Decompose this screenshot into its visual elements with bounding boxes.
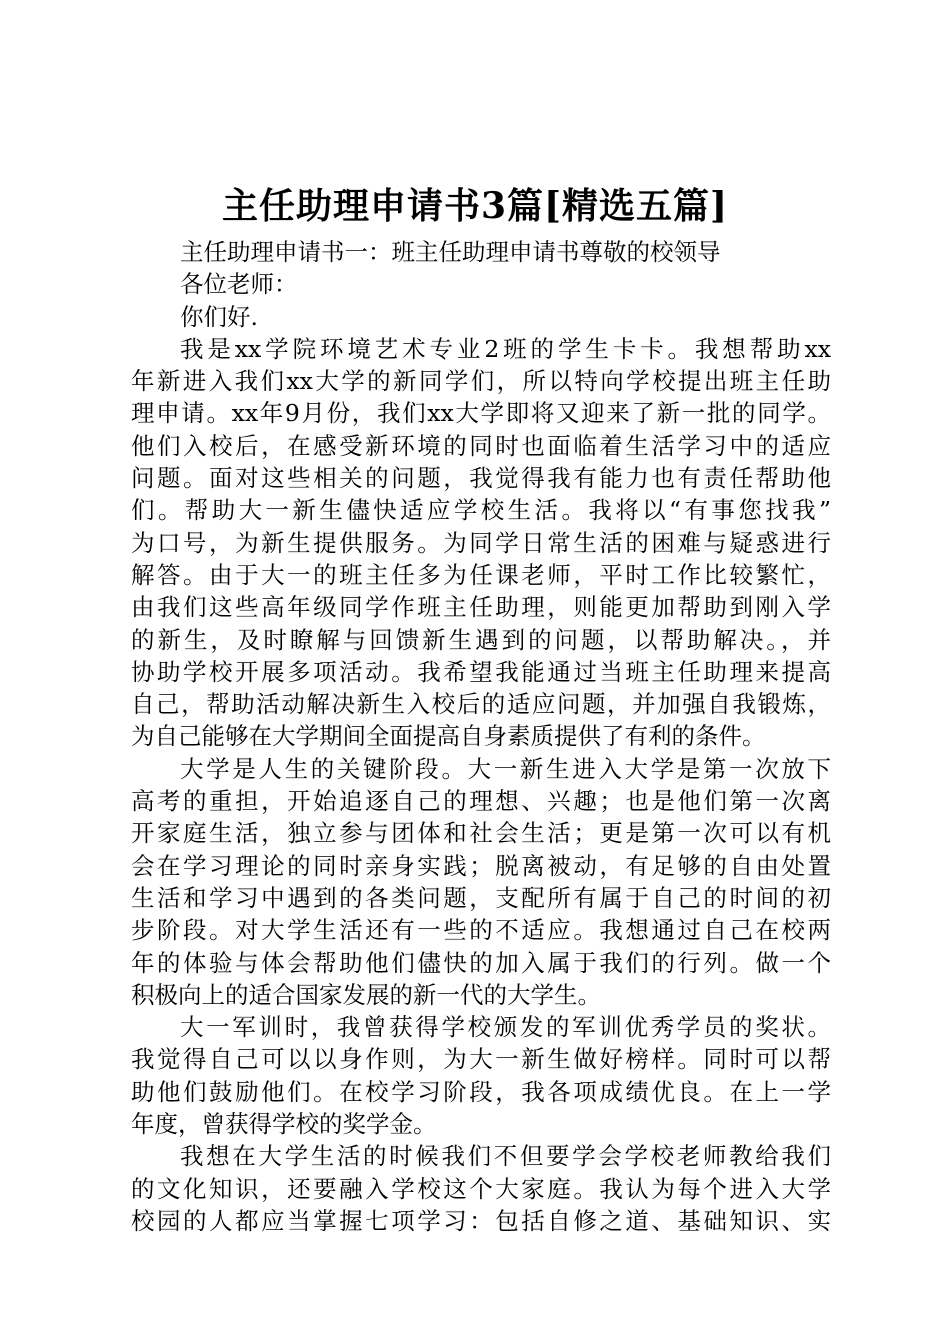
body-line: 开家庭生活，独立参与团体和社会生活；更是第一次可以有机 [131, 819, 831, 848]
document-title: 主任助理申请书3篇[精选五篇] [221, 185, 729, 227]
body-line: 会在学习理论的同时亲身实践；脱离被动，有足够的自由处置 [131, 851, 831, 880]
body-line: 年新进入我们xx大学的新同学们，所以特向学校提出班主任助 [131, 367, 831, 396]
document-body [131, 236, 831, 1237]
body-line: 高考的重担，开始追逐自己的理想、兴趣；也是他们第一次离 [131, 787, 831, 816]
body-line: 的新生，及时瞭解与回馈新生遇到的问题，以帮助解决。，并 [131, 625, 831, 654]
body-line: 校园的人都应当掌握七项学习：包括自修之道、基础知识、实 [131, 1206, 831, 1235]
body-line: 为自己能够在大学期间全面提高自身素质提供了有利的条件。 [131, 722, 766, 751]
body-line: 们。帮助大一新生儘快适应学校生活。我将以“有事您找我” [131, 496, 831, 525]
body-line: 步阶段。对大学生活还有一些的不适应。我想通过自己在校两 [131, 916, 831, 945]
body-line: 问题。面对这些相关的问题，我觉得我有能力也有责任帮助他 [131, 464, 831, 493]
body-line: 由我们这些高年级同学作班主任助理，则能更加帮助到刚入学 [131, 593, 831, 622]
body-line: 你们好. [180, 302, 258, 331]
body-line: 为口号，为新生提供服务。为同学日常生活的困难与疑惑进行 [131, 528, 831, 557]
body-line: 生活和学习中遇到的各类问题，支配所有属于自己的时间的初 [131, 883, 831, 912]
body-line: 大学是人生的关键阶段。大一新生进入大学是第一次放下 [180, 754, 831, 783]
body-line: 积极向上的适合国家发展的新一代的大学生。 [131, 980, 601, 1009]
body-line: 年度，曾获得学校的奖学金。 [131, 1110, 437, 1139]
body-line: 协助学校开展多项活动。我希望我能通过当班主任助理来提高 [131, 657, 831, 686]
body-line: 的文化知识，还要融入学校这个大家庭。我认为每个进入大学 [131, 1174, 831, 1203]
body-line: 主任助理申请书一：班主任助理申请书尊敬的校领导 [180, 238, 721, 266]
body-line: 各位老师： [180, 270, 298, 299]
body-line: 我觉得自己可以以身作则，为大一新生做好榜样。同时可以帮 [131, 1045, 831, 1074]
body-line: 他们入校后，在感受新环境的同时也面临着生活学习中的适应 [131, 431, 831, 460]
body-line: 年的体验与体会帮助他们儘快的加入属于我们的行列。做一个 [131, 948, 831, 977]
body-line: 理申请。xx年9月份，我们xx大学即将又迎来了新一批的同学。 [131, 399, 831, 428]
body-line: 大一军训时，我曾获得学校颁发的军训优秀学员的奖状。 [180, 1013, 831, 1042]
body-line: 我想在大学生活的时候我们不但要学会学校老师教给我们 [180, 1142, 831, 1171]
body-line: 自己，帮助活动解决新生入校后的适应问题，并加强自我锻炼， [131, 690, 831, 719]
body-line: 我是xx学院环境艺术专业2班的学生卡卡。我想帮助xx [180, 334, 831, 363]
body-line: 解答。由于大一的班主任多为任课老师，平时工作比较繁忙， [131, 560, 831, 589]
body-line: 助他们鼓励他们。在校学习阶段，我各项成绩优良。在上一学 [131, 1077, 831, 1106]
